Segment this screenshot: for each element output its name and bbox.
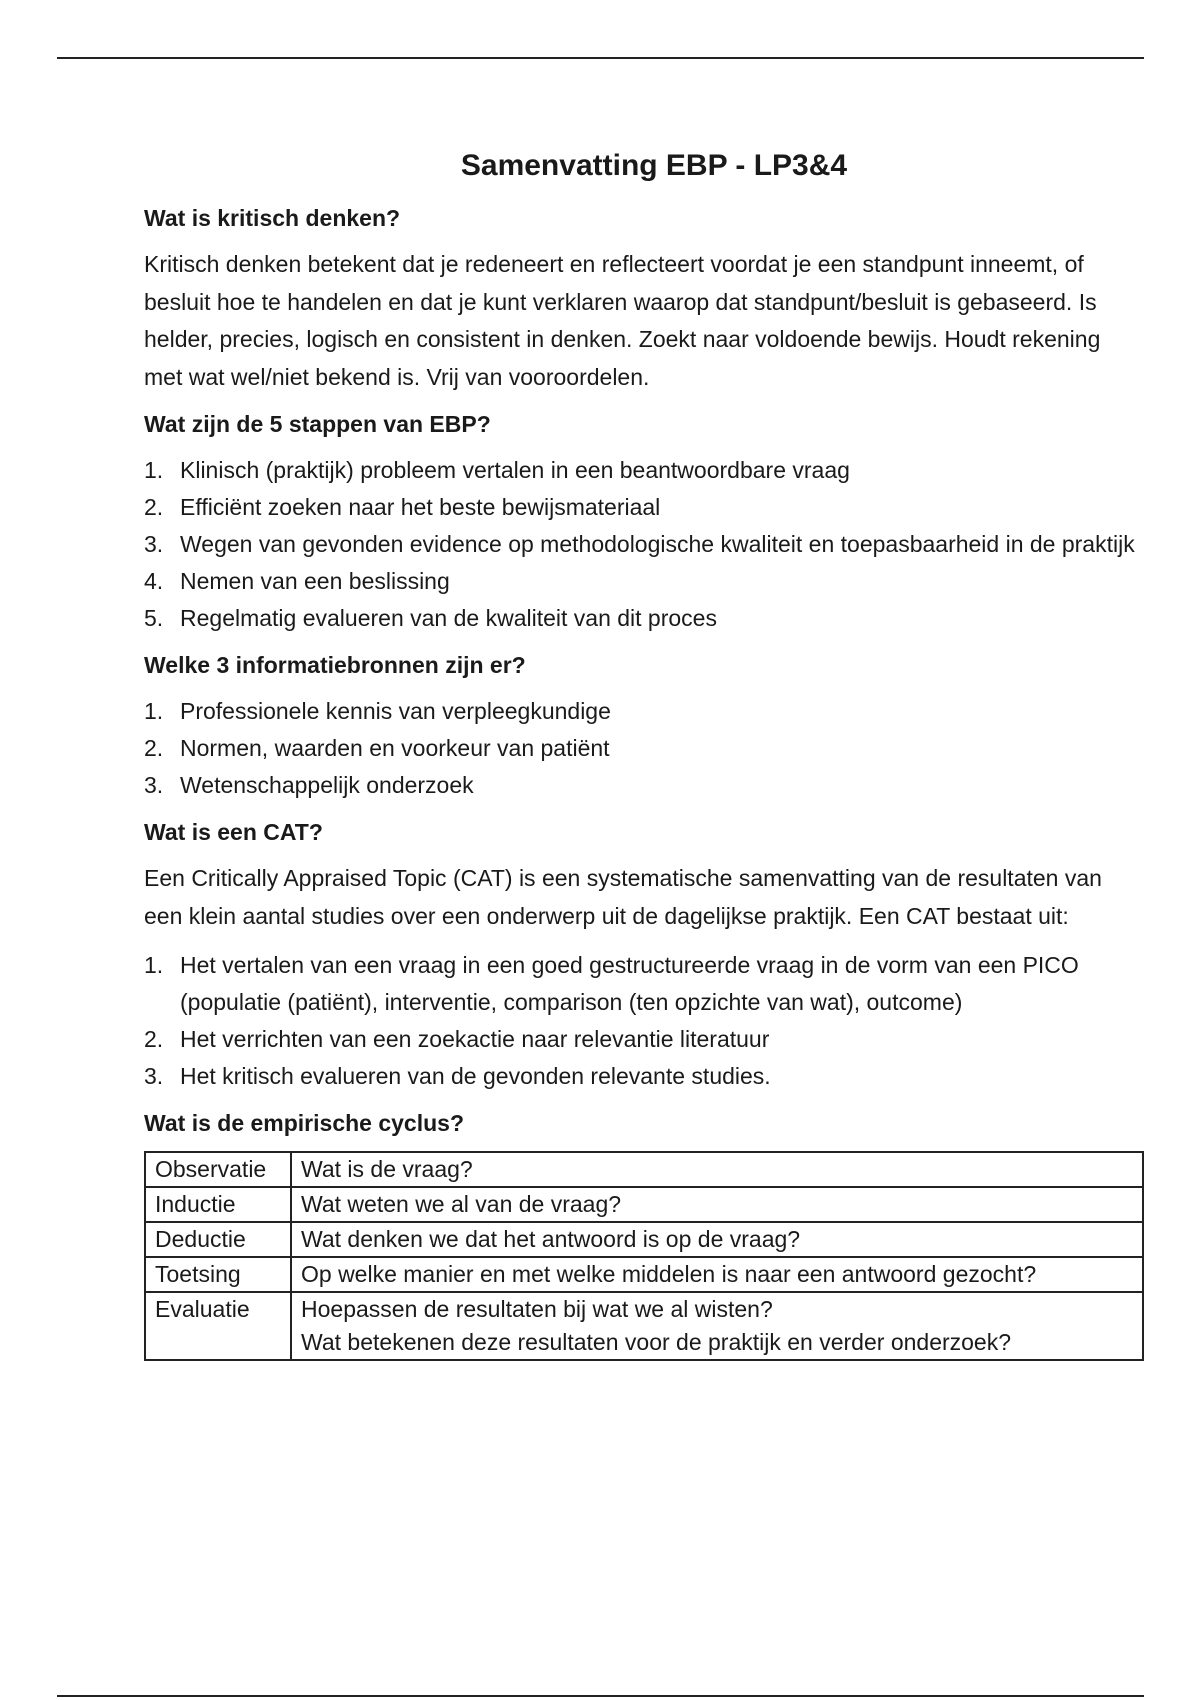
cat-components-list xyxy=(144,947,1144,1095)
list-item: 1. Het vertalen van een vraag in een goed gestructureerde vraag in de vorm van een PICO (populatie (patiënt), interventie, comparison (ten opzichte van wat), outcome) xyxy=(144,952,1079,1015)
table-row xyxy=(145,1292,1143,1360)
list-item: 3. Wegen van gevonden evidence op methodologische kwaliteit en toepasbaarheid in de praktijk xyxy=(144,531,1135,557)
cat-text: Een Critically Appraised Topic (CAT) is een systematische samenvatting van de resultaten van een klein aantal studies over een onderwerp uit de dagelijkse praktijk. Een CAT bestaat uit: xyxy=(144,865,1102,929)
bottom-rule xyxy=(57,1695,1144,1697)
cycle-question: Wat is de vraag? xyxy=(291,1152,1143,1187)
list-item: 2. Efficiënt zoeken naar het beste bewijsmateriaal xyxy=(144,494,661,520)
table-row xyxy=(145,1222,1143,1257)
heading-critical-thinking: Wat is kritisch denken? xyxy=(144,205,401,231)
table-row xyxy=(145,1257,1143,1292)
ebp-steps-list xyxy=(144,452,1144,637)
empirical-cycle-table xyxy=(144,1151,1144,1361)
cycle-term: Toetsing xyxy=(145,1257,291,1292)
cycle-question: Hoepassen de resultaten bij wat we al wisten? Wat betekenen deze resultaten voor de praktijk en verder onderzoek? xyxy=(291,1292,1143,1360)
list-item: 5. Regelmatig evalueren van de kwaliteit van dit proces xyxy=(144,605,717,631)
cycle-term: Observatie xyxy=(145,1152,291,1187)
cycle-term: Deductie xyxy=(145,1222,291,1257)
cycle-question: Op welke manier en met welke middelen is naar een antwoord gezocht? xyxy=(291,1257,1143,1292)
list-item: 4. Nemen van een beslissing xyxy=(144,568,450,594)
information-sources-list xyxy=(144,693,1144,804)
list-item: 2. Normen, waarden en voorkeur van patiënt xyxy=(144,735,610,761)
list-item: 2. Het verrichten van een zoekactie naar relevantie literatuur xyxy=(144,1026,770,1052)
list-item: 3. Wetenschappelijk onderzoek xyxy=(144,772,474,798)
table-row xyxy=(145,1152,1143,1187)
list-item: 1. Professionele kennis van verpleegkundige xyxy=(144,698,611,724)
cycle-term: Inductie xyxy=(145,1187,291,1222)
document-body xyxy=(144,140,1144,1361)
heading-information-sources: Welke 3 informatiebronnen zijn er? xyxy=(144,652,526,678)
heading-ebp-steps: Wat zijn de 5 stappen van EBP? xyxy=(144,411,491,437)
top-rule xyxy=(57,57,1144,59)
cycle-question: Wat weten we al van de vraag? xyxy=(291,1187,1143,1222)
table-row xyxy=(145,1187,1143,1222)
document-title: Samenvatting EBP - LP3&4 xyxy=(460,149,848,182)
cycle-term: Evaluatie xyxy=(145,1292,291,1360)
critical-thinking-text: Kritisch denken betekent dat je redeneert en reflecteert voordat je een standpunt inneemt, of besluit hoe te handelen en dat je kunt verklaren waarop dat standpunt/besluit is gebaseerd. Is helder, precies, logisch en consistent in denken. Zoekt naar voldoende bewijs. Houdt rekening met wat wel/niet bekend is. Vrij van vooroordelen. xyxy=(144,251,1101,390)
list-item: 3. Het kritisch evalueren van de gevonden relevante studies. xyxy=(144,1063,771,1089)
cycle-question: Wat denken we dat het antwoord is op de vraag? xyxy=(291,1222,1143,1257)
heading-cat: Wat is een CAT? xyxy=(144,819,323,845)
list-item: 1. Klinisch (praktijk) probleem vertalen in een beantwoordbare vraag xyxy=(144,457,850,483)
heading-empirical-cycle: Wat is de empirische cyclus? xyxy=(144,1110,464,1136)
